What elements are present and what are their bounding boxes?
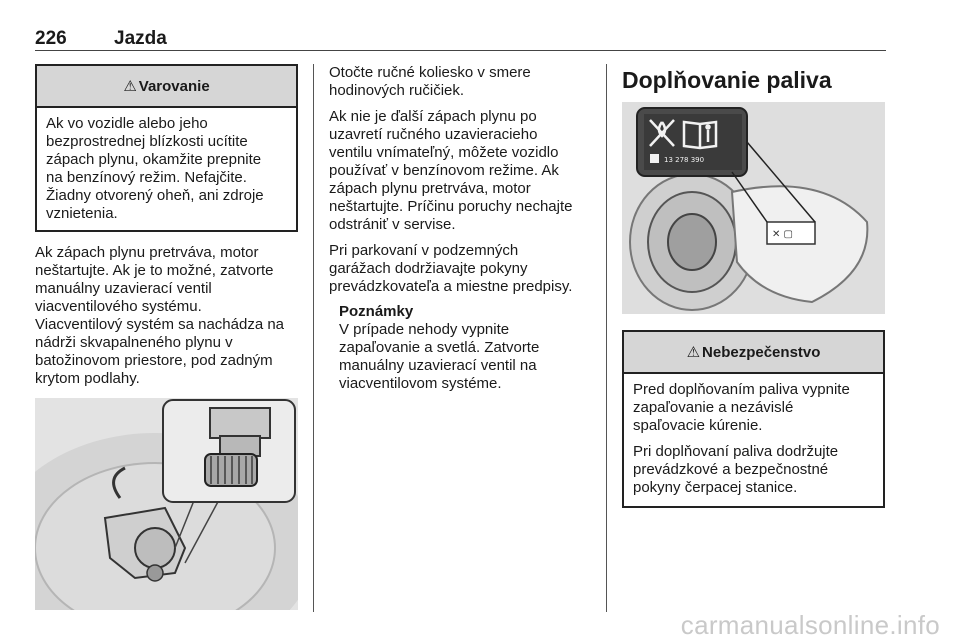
- danger-line: prevádzkové a bezpečnostné: [633, 461, 829, 478]
- warning-box-body: [37, 108, 296, 230]
- danger-line: Pri doplňovaní paliva dodržujte: [633, 443, 839, 460]
- paragraph-gas-smell: [35, 244, 298, 388]
- danger-title: Nebezpečenstvo: [702, 343, 821, 361]
- note-line: viacventilovom systéme.: [339, 375, 502, 392]
- text-line: zápach plynu pretrváva, motor: [329, 180, 531, 197]
- danger-box: [622, 330, 885, 508]
- fuel-flap-drawing: [622, 102, 885, 314]
- text-line: prevádzkovateľa a miestne predpisy.: [329, 278, 573, 295]
- multivalve-illustration: [35, 398, 298, 610]
- note-line: manuálny uzavierací ventil na: [339, 357, 537, 374]
- danger-line: pokyny čerpacej stanice.: [633, 479, 798, 496]
- column-divider-2: [606, 64, 607, 612]
- text-line: manuálny uzavierací ventil: [35, 280, 212, 297]
- warning-line: bezprostrednej blízkosti ucítite: [46, 133, 248, 150]
- danger-box-header: [624, 332, 883, 374]
- label-code: 13 278 390: [664, 156, 705, 164]
- text-line: garážach dodržiavajte pokyny: [329, 260, 528, 277]
- section-heading: Doplňovanie paliva: [622, 67, 832, 93]
- text-line: neštartujte. Ak je to možné, zatvorte: [35, 262, 274, 279]
- note-title: Poznámky: [339, 303, 414, 320]
- svg-text:✕ ▢: ✕ ▢: [772, 229, 794, 240]
- note-line: zapaľovanie a svetlá. Zatvorte: [339, 339, 540, 356]
- section-title: Jazda: [114, 28, 167, 49]
- note-block: [339, 303, 591, 393]
- text-line: Otočte ručné koliesko v smere: [329, 64, 531, 81]
- column-1: [35, 64, 298, 610]
- paragraph-parking: [329, 242, 591, 296]
- text-line: batožinovom priestore, pod zadným: [35, 352, 273, 369]
- warning-line: na benzínový režim. Nefajčite.: [46, 169, 247, 186]
- text-line: ventilu vnímateľný, môžete vozidlo: [329, 144, 559, 161]
- danger-line: zapaľovanie a nezávislé: [633, 399, 794, 416]
- column-3: [622, 64, 885, 508]
- page-number: 226: [35, 28, 67, 49]
- warning-triangle-icon: ⚠: [686, 344, 701, 361]
- column-2: [329, 64, 591, 393]
- text-line: viacventilového systému.: [35, 298, 202, 315]
- paragraph-turn-wheel: [329, 64, 591, 100]
- text-line: Pri parkovaní v podzemných: [329, 242, 519, 259]
- warning-line: Ak vo vozidle alebo jeho: [46, 115, 208, 132]
- warning-box: [35, 64, 298, 232]
- text-line: Viacventilový systém sa nachádza na: [35, 316, 285, 333]
- fuel-flap-illustration: [622, 102, 885, 314]
- paragraph-no-smell: [329, 108, 591, 234]
- watermark[interactable]: carmanualsonline.info: [680, 610, 940, 640]
- danger-line: Pred doplňovaním paliva vypnite: [633, 381, 850, 398]
- text-line: používať v benzínovom režime. Ak: [329, 162, 559, 179]
- danger-paragraph-2: [633, 443, 874, 497]
- text-line: neštartujte. Príčinu poruchy nechajte: [329, 198, 573, 215]
- text-line: odstrániť v servise.: [329, 216, 456, 233]
- note-line: V prípade nehody vypnite: [339, 321, 510, 338]
- warning-box-header: [37, 66, 296, 108]
- text-line: hodinových ručičiek.: [329, 82, 465, 99]
- danger-box-body: [624, 374, 883, 506]
- text-line: krytom podlahy.: [35, 370, 140, 387]
- text-line: Ak zápach plynu pretrváva, motor: [35, 244, 259, 261]
- warning-line: vznietenia.: [46, 205, 118, 222]
- warning-line: Žiadny otvorený oheň, ani zdroje: [46, 187, 264, 204]
- warning-triangle-icon: ⚠: [123, 78, 137, 95]
- text-line: uzavretí ručného uzavieracieho: [329, 126, 538, 143]
- danger-line: spaľovacie kúrenie.: [633, 417, 763, 434]
- text-line: Ak nie je ďalší zápach plynu po: [329, 108, 537, 125]
- column-divider-1: [313, 64, 314, 612]
- text-line: nádrži skvapalneného plynu v: [35, 334, 233, 351]
- multivalve-drawing: [35, 398, 298, 610]
- warning-line: zápach plynu, okamžite prepnite: [46, 151, 262, 168]
- page-header: [35, 26, 886, 51]
- warning-title: Varovanie: [138, 77, 210, 95]
